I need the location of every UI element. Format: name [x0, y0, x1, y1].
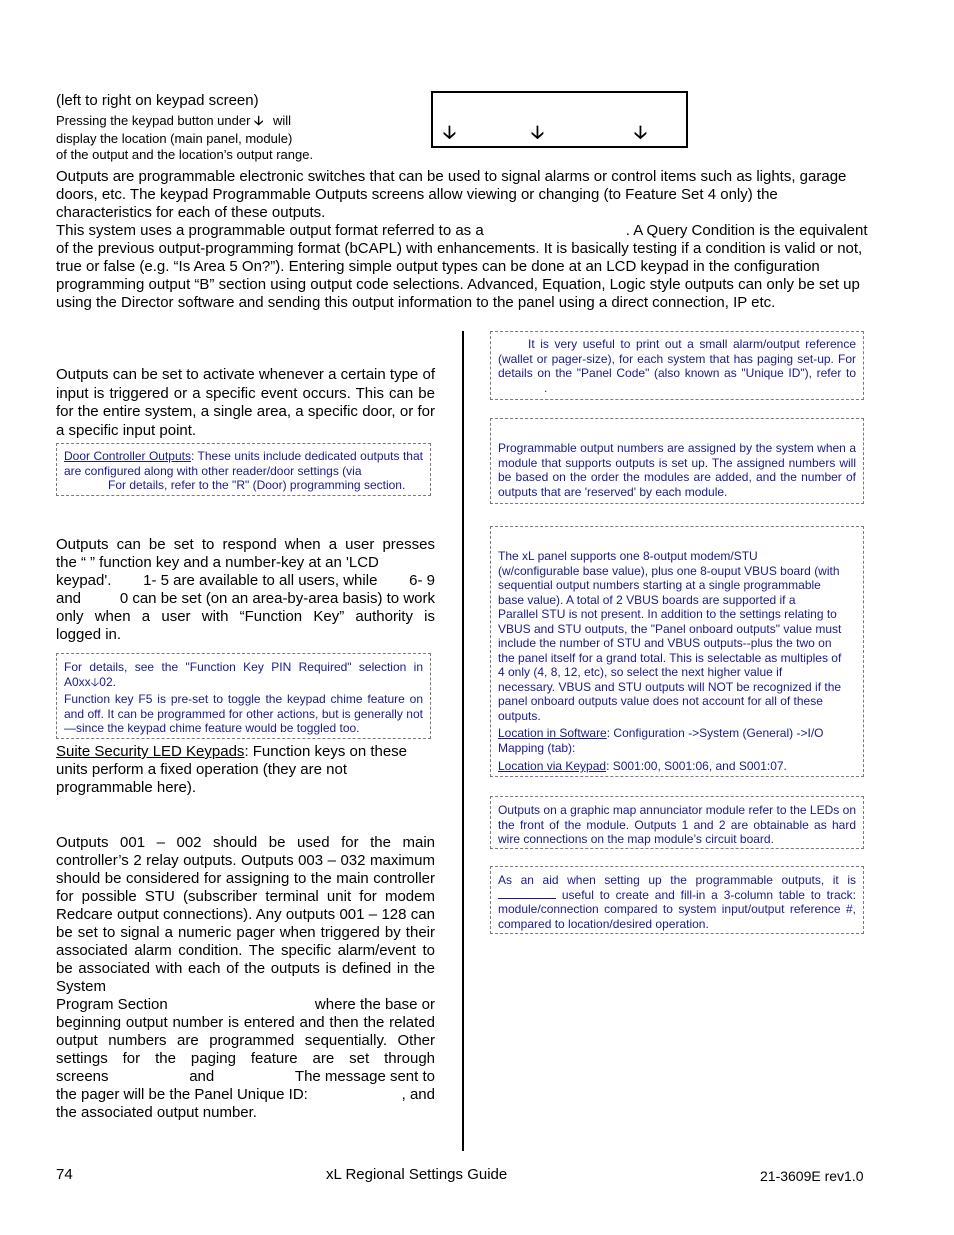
note-line: panel onboard outputs value does not account for all of these: [498, 694, 823, 708]
text: and: [56, 590, 82, 607]
function-key-note: [56, 653, 431, 739]
intro-text: This system uses a programmable output format referred to as a: [56, 222, 484, 239]
text: 9: [426, 572, 435, 589]
note-text: .: [544, 380, 548, 395]
page-number: 74: [56, 1166, 73, 1183]
note3-lines: [498, 549, 856, 723]
note-text: It is very useful to print out a small alarm/output reference (wallet or pager-size), for each system that has paging set-up. For details on the "Panel Code" (also known as "Unique ID"), refer to: [498, 337, 856, 380]
note-text: Function key F5 is pre-set to toggle the keypad chime feature on and off. It can be programmed for other actions, but is generally not—since the keypad chime feature would be toggled too.: [64, 692, 423, 735]
note-line: base value). A total of 2 VBUS boards are supported if a: [498, 592, 796, 607]
note-text: : S001:00, S001:06, and S001:07.: [606, 759, 787, 773]
note-line: the panel itself for a grand total. This is selectable as multiples of: [498, 650, 842, 665]
text: keypad'.: [56, 572, 112, 589]
note-label: Location in Software: [498, 726, 607, 740]
text: 0 can be set (on an area-by-area basis) to work: [119, 590, 435, 607]
caption-text: will: [273, 113, 292, 128]
note-text: : Configuration ->System (General) ->I/O Mapping (tab):: [498, 726, 824, 755]
note-text: Outputs on a graphic map annunciator module refer to the LEDs on the front of the module. Outputs 1 and 2 are obtainable as hard wire connections on the map module’s circuit board.: [498, 803, 856, 846]
down-arrow-icon: 🡣: [254, 113, 264, 128]
note-line: include the number of STU and VBUS outputs--plus the two on: [498, 636, 832, 650]
text: The message sent to: [294, 1068, 435, 1085]
paragraph-line: only when a user with “Function Key” authority is: [56, 608, 435, 625]
outputs-paragraph: [56, 834, 435, 1122]
text: where the base or: [314, 996, 435, 1013]
text: screens: [56, 1068, 109, 1085]
text: the pager will be the Panel Unique ID:: [56, 1086, 308, 1103]
note-text: Programmable output numbers are assigned by the system when a module that supports outputs is set up. The assigned numbers will be based on the order the modules are added, and the number of outputs that are 'reserved' by each module.: [498, 441, 856, 499]
caption-line-3: display the location (main panel, module): [56, 131, 293, 146]
door-controller-note: [56, 443, 431, 496]
paragraph-line: [56, 1068, 435, 1086]
note-label: Location via Keypad: [498, 759, 607, 773]
text: 1-: [143, 572, 157, 589]
suite-label: Suite Security LED Keypads: [56, 743, 245, 760]
paragraph-line: [56, 1086, 435, 1104]
text: 5 are available to all users, while: [160, 572, 378, 589]
map-annunciator-note: [490, 796, 864, 849]
keypad-screen-display: [431, 91, 688, 148]
intro-paragraph-1: Outputs are programmable electronic switches that can be used to signal alarms or control items such as lights, garage doors, etc. The keypad Programmable Outputs screens allow viewing or changing (to Feature Set 4 only) the characteristics for each of these outputs.: [56, 168, 847, 221]
document-id: 21-3609E rev1.0: [760, 1168, 864, 1184]
note-line: 4 only (4, 8, 12, etc), so select the next higher value if: [498, 665, 783, 679]
suite-text: : Function keys on these units perform a fixed operation (they are not programmable here).: [56, 743, 408, 796]
intro-text: . A Query Condition is the equivalent of the previous output-programming format (bCAPL) with enhancements. It is basically testing if a condition is valid or not, true or false (e.g. “Is Area 5 On?”). Entering simple output types can be done at an LCD keypad in the configuration programming output “B” section using output code selections. Advanced, Equation, Logic style outputs can only be set up using the Director software and sending this output information to the panel using a direct connection, IP etc.: [56, 222, 868, 311]
text: , and: [401, 1086, 435, 1103]
caption-line-1: (left to right on keypad screen): [56, 92, 259, 109]
down-arrow-icon: 🡣: [634, 122, 647, 142]
column-divider: [462, 331, 464, 1151]
note-text: For details, refer to the "R" (Door) programming section.: [108, 478, 406, 492]
reference-note: [490, 331, 864, 400]
note-label: Door Controller Outputs: [64, 449, 191, 463]
text: ” function key and a number-key at an 'LCD: [90, 554, 379, 571]
intro-paragraph-2: [56, 222, 871, 312]
paragraph-line: [56, 554, 435, 572]
xl-panel-outputs-note: [490, 526, 864, 777]
paragraph-line: the associated output number.: [56, 1104, 257, 1121]
output-numbers-note: [490, 418, 864, 504]
caption-line-2: [56, 112, 356, 129]
note-line: The xL panel supports one 8-output modem/STU: [498, 549, 758, 563]
note-line: VBUS and STU outputs, the "Panel onboard outputs" value must: [498, 621, 842, 636]
footer-title: xL Regional Settings Guide: [326, 1166, 508, 1183]
paragraph-line: [56, 996, 435, 1014]
note-text: : These units include dedicated outputs that are configured along with other reader/door settings (via: [64, 449, 423, 478]
note-line: necessary. VBUS and STU outputs will NOT be recognized if the: [498, 679, 842, 694]
text: the “: [56, 554, 87, 571]
down-arrow-icon: 🡣: [531, 122, 544, 142]
blank-underline: [498, 888, 556, 899]
text: and: [189, 1068, 215, 1085]
paragraph-line: [56, 590, 435, 608]
note-text: For details, see the "Function Key PIN Required" selection in A0xx🡣02.: [64, 660, 423, 689]
paragraph-line: Outputs can be set to respond when a user presses: [56, 536, 435, 553]
setup-aid-note: [490, 866, 864, 934]
note-line: Parallel STU is not present. In addition to the settings relating to: [498, 607, 837, 621]
paragraph-text: Outputs 001 – 002 should be used for the main controller’s 2 relay outputs. Outputs 003 – 032 maximum should be considered for assigning to the main controller for possible STU (subscriber terminal unit for modem Redcare output connections). Any outputs 001 – 128 can be set to signal a numeric pager when triggered by their associated alarm condition. The specific alarm/event to be associated with each of the outputs is defined in the System: [56, 834, 435, 995]
note-line: (w/configurable base value), plus one 8-ouput VBUS board (with: [498, 563, 840, 578]
caption-text: Pressing the keypad button under: [56, 113, 251, 128]
note-line: outputs.: [498, 708, 541, 723]
suite-security-paragraph: [56, 743, 435, 797]
caption-line-4: of the output and the location’s output range.: [56, 147, 314, 162]
activate-paragraph: Outputs can be set to activate whenever a certain type of input is triggered or a specific event occurs. This can be for the entire system, a single area, a specific door, or for a specific input point.: [56, 366, 435, 439]
note-line: sequential output numbers starting at a single programmable: [498, 578, 821, 592]
paragraph-line: [56, 572, 435, 590]
paragraph-text: beginning output number is entered and then the related output numbers are programmed sequentially. Other settings for the paging feature are set through: [56, 1014, 435, 1067]
text: Program Section: [56, 996, 168, 1013]
paragraph-line: logged in.: [56, 626, 122, 643]
note-text: useful to create and fill-in a 3-column table to track: module/connection compared to system input/output reference #, compared to location/desired operation.: [498, 887, 856, 931]
down-arrow-icon: 🡣: [443, 122, 456, 142]
text: 6-: [409, 572, 423, 589]
function-key-paragraph: [56, 536, 435, 644]
note-text: As an aid when setting up the programmable outputs, it is: [498, 873, 856, 887]
